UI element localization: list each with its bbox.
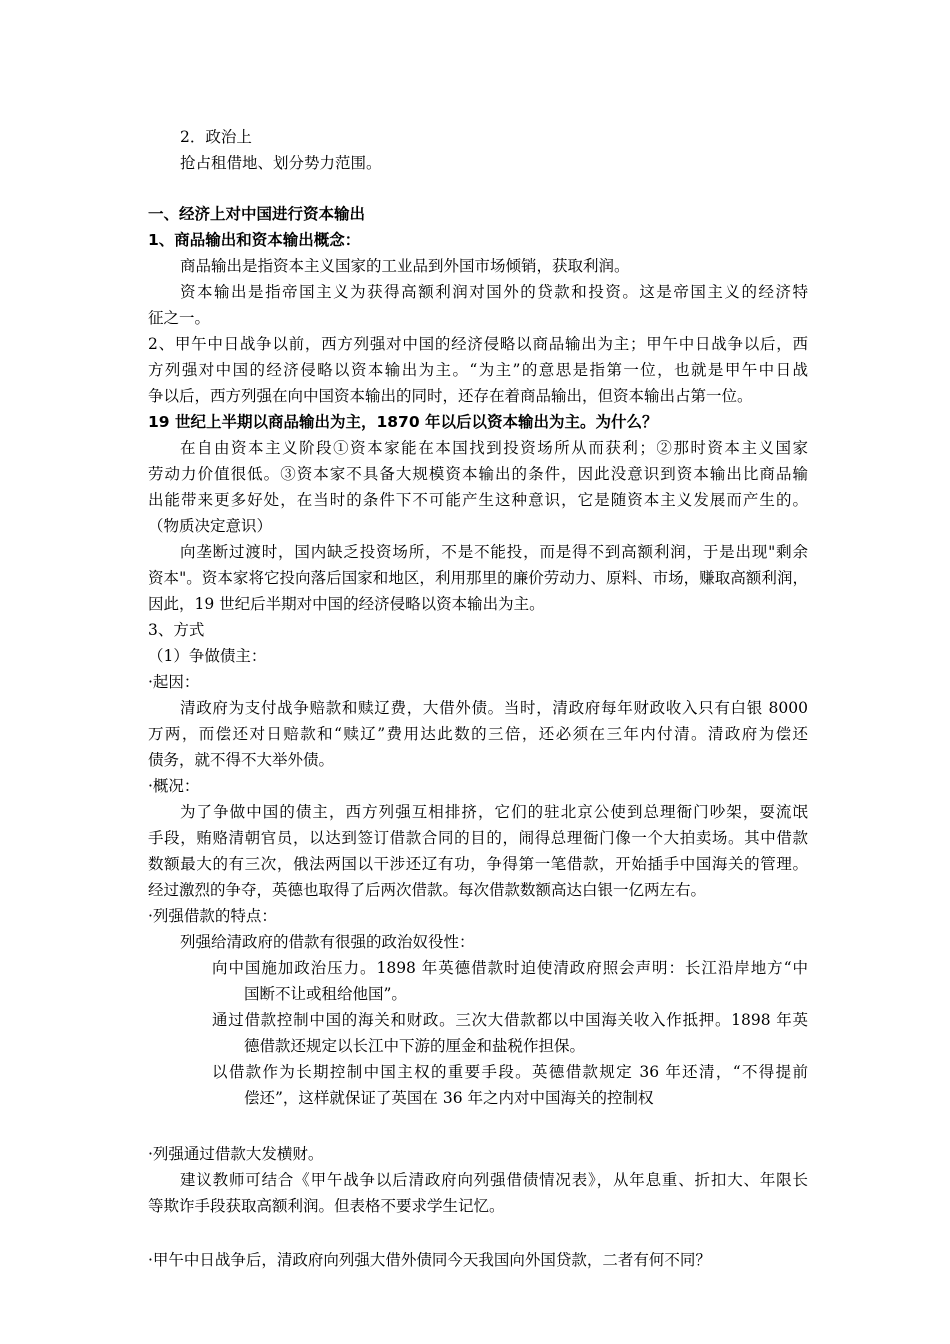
paragraph-free-capitalism-line-1: 在自由资本主义阶段①资本家能在本国找到投资场所从而获利；②那时资本主义国家 — [180, 439, 808, 457]
label-profit: ·列强通过借款大发横财。 — [148, 1145, 324, 1163]
feature-3-line-2: 偿还”，这样就保证了英国在 36 年之内对中国海关的控制权 — [244, 1089, 654, 1107]
paragraph-free-capitalism-line-2: 劳动力价值很低。③资本家不具备大规模资本输出的条件，因此没意识到资本输出比商品输 — [148, 465, 808, 483]
paragraph-monopoly-line-1: 向垄断过渡时，国内缺乏投资场所，不是不能投，而是得不到高额利润，于是出现"剩余 — [180, 543, 808, 561]
paragraph-cause-line-2: 万两，而偿还对日赔款和“赎辽”费用达此数的三倍，还必须在三年内付清。清政府为偿还 — [148, 725, 808, 743]
paragraph-profit-line-2: 等欺诈手段获取高额利润。但表格不要求学生记忆。 — [148, 1197, 505, 1215]
feature-1-line-2: 国断不让或租给他国”。 — [244, 985, 407, 1003]
label-cause: ·起因： — [148, 673, 200, 691]
paragraph-point-2-line-1: 2、甲午中日战争以前，西方列强对中国的经济侵略以商品输出为主；甲午中日战争以后，西 — [148, 335, 808, 353]
feature-2-line-2: 德借款还规定以长江中下游的厘金和盐税作担保。 — [244, 1037, 586, 1055]
feature-2-line-1: 通过借款控制中国的海关和财政。三次大借款都以中国海关收入作抵押。1898 年英 — [212, 1011, 808, 1029]
paragraph-free-capitalism-line-3: 出能带来更多好处，在当时的条件下不可能产生这种意识，它是随资本主义发展而产生的。 — [148, 491, 808, 509]
paragraph-overview-line-2: 手段，贿赂清朝官员，以达到签订借款合同的目的，闹得总理衙门像一个大拍卖场。其中借款 — [148, 829, 808, 847]
label-loan-features: ·列强借款的特点： — [148, 907, 277, 925]
paragraph-free-capitalism-line-4: （物质决定意识） — [148, 517, 273, 535]
feature-3-line-1: 以借款作为长期控制中国主权的重要手段。英德借款规定 36 年还清，“不得提前 — [212, 1063, 808, 1081]
paragraph-monopoly-line-2: 资本"。资本家将它投向落后国家和地区，利用那里的廉价劳动力、原料、市场，赚取高额利润， — [148, 569, 808, 587]
paragraph-capital-export-line-2: 征之一。 — [148, 309, 211, 327]
paragraph-overview-line-3: 数额最大的有三次，俄法两国以干涉还辽有功，争得第一笔借款，开始插手中国海关的管理。 — [148, 855, 808, 873]
paragraph-overview-line-4: 经过激烈的争夺，英德也取得了后两次借款。每次借款数额高达白银一亿两左右。 — [148, 881, 707, 899]
paragraph-capital-export-line-1: 资本输出是指帝国主义为获得高额利润对国外的贷款和投资。这是帝国主义的经济特 — [180, 283, 808, 301]
paragraph-profit-line-1: 建议教师可结合《甲午战争以后清政府向列强借债情况表》，从年息重、折扣大、年限长 — [180, 1171, 808, 1189]
question-compare-loans: ·甲午中日战争后，清政府向列强大借外债同今天我国向外国贷款，二者有何不同？ — [148, 1251, 711, 1269]
paragraph-monopoly-line-3: 因此，19 世纪后半期对中国的经济侵略以资本输出为主。 — [148, 595, 545, 613]
heading-methods: 3、方式 — [148, 621, 205, 639]
paragraph-cause-line-1: 清政府为支付战争赔款和赎辽费，大借外债。当时，清政府每年财政收入只有白银 8000 — [180, 699, 808, 717]
section-2-heading: 2．政治上 — [180, 128, 252, 146]
paragraph-cause-line-3: 债务，就不得不大举外债。 — [148, 751, 335, 769]
paragraph-point-2-line-2: 方列强对中国的经济侵略以资本输出为主。“为主”的意思是指第一位，也就是甲午中日战 — [148, 361, 808, 379]
paragraph-point-2-line-3: 争以后，西方列强在向中国资本输出的同时，还存在着商品输出，但资本输出占第一位。 — [148, 387, 753, 405]
paragraph-goods-export: 商品输出是指资本主义国家的工业品到外国市场倾销，获取利润。 — [180, 257, 630, 275]
heading-concepts: 1、商品输出和资本输出概念： — [148, 231, 361, 249]
paragraph-overview-line-1: 为了争做中国的债主，西方列强互相排挤，它们的驻北京公使到总理衙门吵架，耍流氓 — [180, 803, 808, 821]
paragraph-loan-features-intro: 列强给清政府的借款有很强的政治奴役性： — [180, 933, 475, 951]
feature-1-line-1: 向中国施加政治压力。1898 年英德借款时迫使清政府照会声明：长江沿岸地方“中 — [212, 959, 808, 977]
heading-compete-creditor: （1）争做债主： — [148, 647, 267, 665]
section-2-text: 抢占租借地、划分势力范围。 — [180, 154, 382, 172]
heading-economic-capital-export: 一、经济上对中国进行资本输出 — [148, 205, 366, 223]
question-why: 19 世纪上半期以商品输出为主，1870 年以后以资本输出为主。为什么？ — [148, 413, 658, 431]
label-overview: ·概况： — [148, 777, 200, 795]
